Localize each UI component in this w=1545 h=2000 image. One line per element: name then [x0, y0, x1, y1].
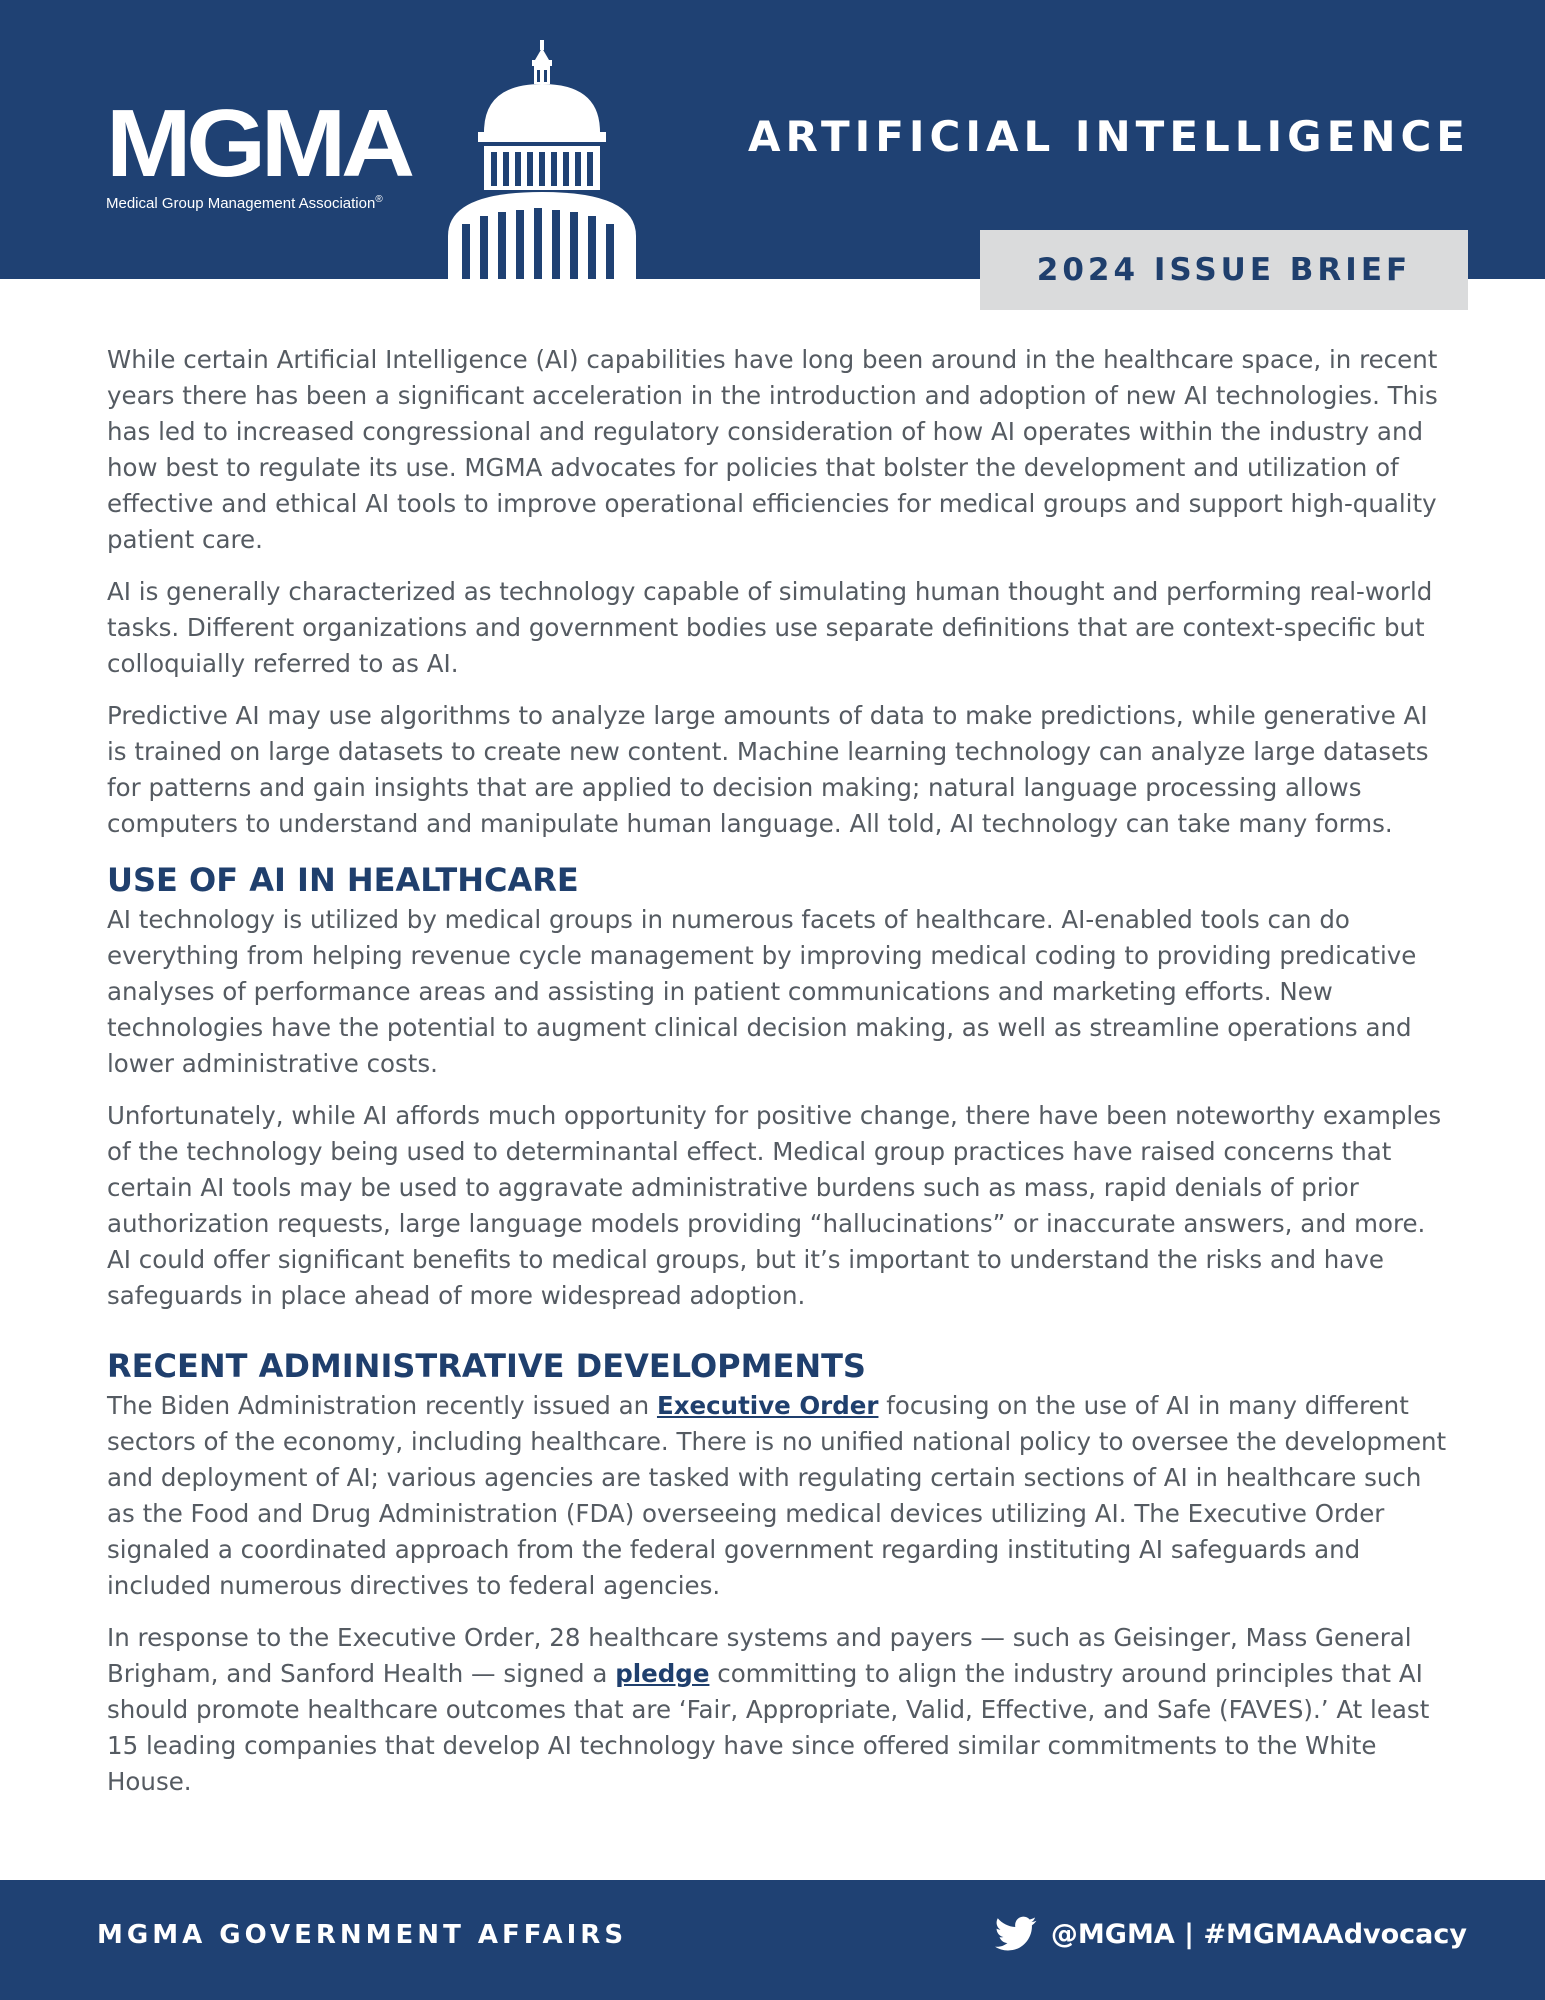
logo-wordmark: MGMA [106, 90, 410, 197]
body-paragraph: In response to the Executive Order, 28 healthcare systems and payers — such as Geisinger, Mass General Brigham, and Sanford Health — signed a pledge committing to align the industry around principles that AI should promote healthcare outcomes that are ‘Fair, Appropriate, Valid, Effective, and Safe (FAVES).’ At least 15 leading companies that develop AI technology have since offered similar commitments to the White House. [107, 1623, 1430, 1796]
main-content [107, 342, 1452, 1816]
footer-social [995, 1916, 1467, 1952]
capitol-dome-icon [444, 40, 640, 279]
logo-subtitle: Medical Group Management Association® [106, 194, 383, 212]
body-paragraph: AI technology is utilized by medical groups in numerous facets of healthcare. AI-enabled tools can do everything from helping revenue cycle management by improving medical coding to providing predicative analyses of performance areas and assisting in patient communications and marketing efforts. New technologies have the potential to augment clinical decision making, as well as streamline operations and lower administrative costs. [107, 905, 1417, 1078]
pledge-link[interactable]: pledge [615, 1659, 710, 1688]
executive-order-link[interactable]: Executive Order [656, 1391, 879, 1420]
mgma-logo[interactable] [106, 90, 426, 220]
page-title: ARTIFICIAL INTELLIGENCE [748, 112, 1470, 161]
section-heading-admin-developments: RECENT ADMINISTRATIVE DEVELOPMENTS [107, 1347, 866, 1385]
twitter-icon[interactable] [995, 1916, 1037, 1952]
body-paragraph: The Biden Administration recently issued an Executive Order focusing on the use of AI in many different sectors of the economy, including healthcare. There is no unified national policy to oversee the development and deployment of AI; various agencies are tasked with regulating certain sections of AI in healthcare such as the Food and Drug Administration (FDA) overseeing medical devices utilizing AI. The Executive Order signaled a coordinated approach from the federal government regarding instituting AI safeguards and included numerous directives to federal agencies. [107, 1391, 1447, 1600]
body-paragraph: Unfortunately, while AI affords much opportunity for positive change, there have been noteworthy examples of the technology being used to determinantal effect. Medical group practices have raised concerns that certain AI tools may be used to aggravate administrative burdens such as mass, rapid denials of prior authorization requests, large language models providing “hallucinations” or inaccurate answers, and more. AI could offer significant benefits to medical groups, but it’s important to understand the risks and have safeguards in place ahead of more widespread adoption. [107, 1101, 1442, 1310]
social-handles[interactable]: @MGMA | #MGMAAdvocacy [1050, 1918, 1467, 1950]
footer-banner [0, 1880, 1545, 2000]
footer-org-name: MGMA GOVERNMENT AFFAIRS [97, 1920, 628, 1950]
intro-paragraph: Predictive AI may use algorithms to analyze large amounts of data to make predictions, while generative AI is trained on large datasets to create new content. Machine learning technology can analyze large datasets for patterns and gain insights that are applied to decision making; natural language processing allows computers to understand and manipulate human language. All told, AI technology can take many forms. [107, 701, 1429, 838]
intro-paragraph: While certain Artificial Intelligence (AI) capabilities have long been around in the healthcare space, in recent years there has been a significant acceleration in the introduction and adoption of new AI technologies. This has led to increased congressional and regulatory consideration of how AI operates within the industry and how best to regulate its use. MGMA advocates for policies that bolster the development and utilization of effective and ethical AI tools to improve operational efficiencies for medical groups and support high-quality patient care. [107, 345, 1438, 554]
intro-paragraph: AI is generally characterized as technology capable of simulating human thought and performing real-world tasks. Different organizations and government bodies use separate definitions that are context-specific but colloquially referred to as AI. [107, 577, 1433, 678]
registered-mark: ® [375, 194, 383, 205]
issue-brief-badge: 2024 ISSUE BRIEF [980, 230, 1468, 310]
section-heading-use-of-ai: USE OF AI IN HEALTHCARE [107, 861, 579, 899]
